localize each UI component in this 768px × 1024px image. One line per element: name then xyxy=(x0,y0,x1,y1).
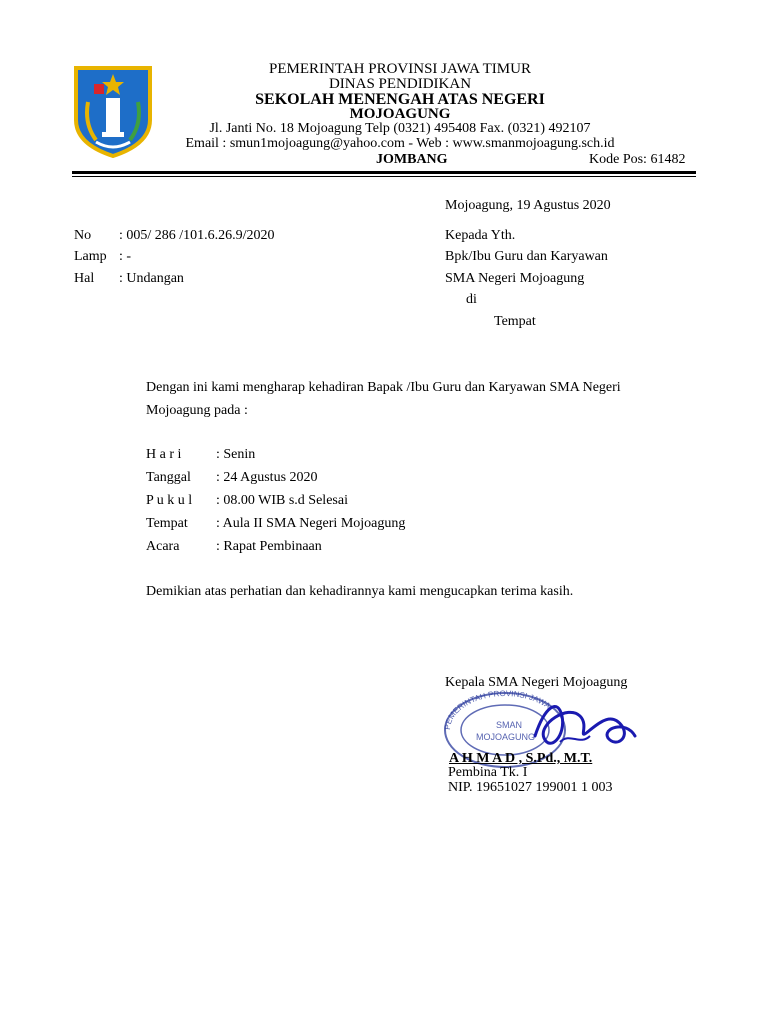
header-rule-thin xyxy=(72,176,696,177)
detail-time-label: P u k u l xyxy=(146,493,193,508)
detail-day-label: H a r i xyxy=(146,447,182,462)
stamp-arc-text: PEMERINTAH PROVINSI JAWA xyxy=(442,688,553,731)
stamp-lower-text: MOJOAGUNG xyxy=(476,732,536,742)
header-rule-thick xyxy=(72,171,696,174)
detail-place-value: : Aula II SMA Negeri Mojoagung xyxy=(216,516,406,531)
header-department: DINAS PENDIDIKAN xyxy=(328,76,472,92)
detail-event-value: : Rapat Pembinaan xyxy=(216,539,322,554)
meta-no-value: : 005/ 286 /101.6.26.9/2020 xyxy=(119,228,275,243)
header-regency: JOMBANG xyxy=(376,152,448,167)
detail-date-label: Tanggal xyxy=(146,470,191,485)
body-closing: Demikian atas perhatian dan kehadirannya kami mengucapkan terima kasih. xyxy=(146,584,574,599)
recipient-institution: SMA Negeri Mojoagung xyxy=(445,271,585,286)
body-intro-line2: Mojoagung pada : xyxy=(146,403,248,418)
detail-day-value: : Senin xyxy=(216,447,256,462)
header-city: MOJOAGUNG xyxy=(349,106,451,122)
detail-place-label: Tempat xyxy=(146,516,188,531)
meta-no-label: No xyxy=(74,228,92,243)
recipient-name: Bpk/Ibu Guru dan Karyawan xyxy=(445,249,608,264)
recipient-salutation: Kepada Yth. xyxy=(445,228,516,243)
meta-hal-value: : Undangan xyxy=(119,271,184,286)
letter-date: Mojoagung, 19 Agustus 2020 xyxy=(445,198,611,213)
signature-title: Kepala SMA Negeri Mojoagung xyxy=(445,675,628,690)
recipient-place: Tempat xyxy=(494,314,536,329)
signature-rank: Pembina Tk. I xyxy=(448,765,528,780)
detail-time-value: : 08.00 WIB s.d Selesai xyxy=(216,493,348,508)
header-contact: Email : smun1mojoagung@yahoo.com - Web : www.smanmojoagung.sch.id xyxy=(185,136,615,151)
signature-name: A H M A D , S.Pd., M.T. xyxy=(449,751,593,766)
header-school: SEKOLAH MENENGAH ATAS NEGERI xyxy=(255,91,545,108)
detail-event-label: Acara xyxy=(146,539,180,554)
body-intro-line1: Dengan ini kami mengharap kehadiran Bapak /Ibu Guru dan Karyawan SMA Negeri xyxy=(146,380,621,395)
meta-hal-label: Hal xyxy=(74,271,95,286)
signature-nip: NIP. 19651027 199001 1 003 xyxy=(448,780,613,795)
detail-date-value: : 24 Agustus 2020 xyxy=(216,470,318,485)
meta-lamp-value: : - xyxy=(119,249,132,264)
header-postal-code: Kode Pos: 61482 xyxy=(589,152,686,167)
header-address: Jl. Janti No. 18 Mojoagung Telp (0321) 495408 Fax. (0321) 492107 xyxy=(209,121,591,136)
meta-lamp-label: Lamp xyxy=(74,249,107,264)
stamp-center-text: SMAN xyxy=(496,720,523,730)
header-government: PEMERINTAH PROVINSI JAWA TIMUR xyxy=(269,61,531,77)
recipient-di: di xyxy=(466,292,477,307)
